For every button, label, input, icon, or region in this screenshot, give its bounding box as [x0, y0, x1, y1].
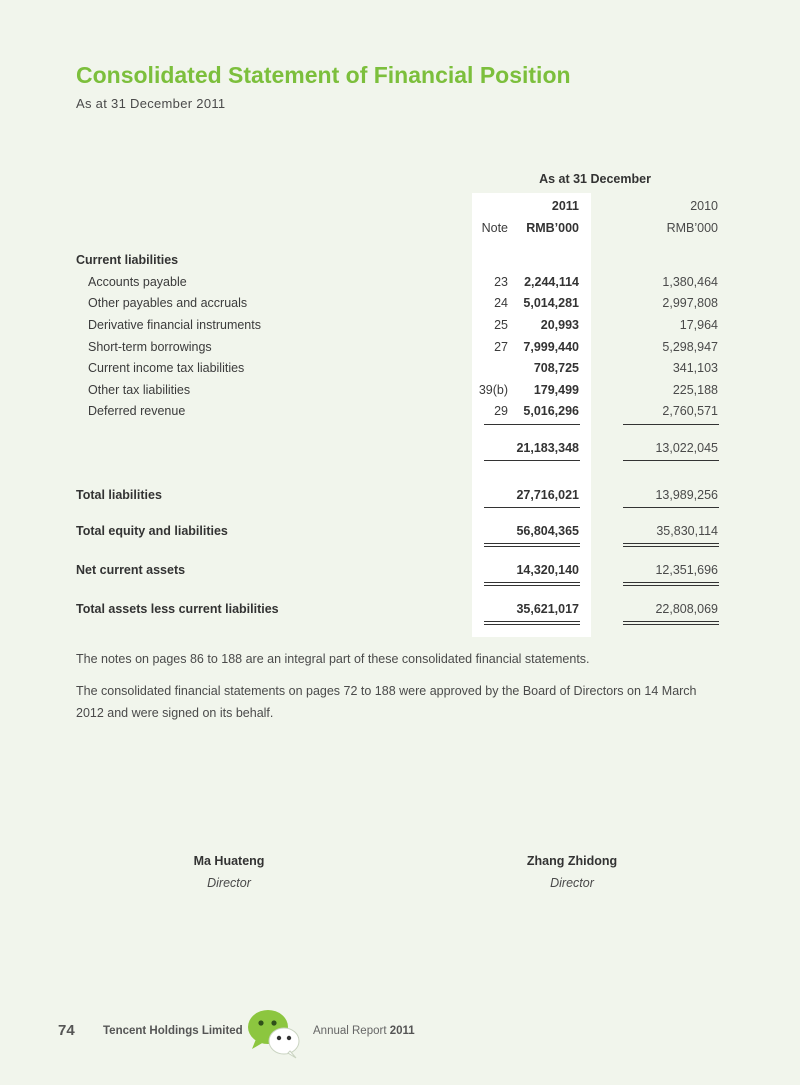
- unit-2010: RMB’000: [666, 221, 718, 235]
- row-value-2010: 5,298,947: [662, 340, 718, 354]
- table-row: [76, 338, 726, 356]
- subtotal-bottom-rule-2011: [484, 460, 580, 461]
- double-rule-bottom-2010: [623, 546, 719, 547]
- row-note: 39(b): [478, 383, 508, 397]
- row-value-2011: 5,014,281: [523, 296, 579, 310]
- row-value-2010: 341,103: [672, 361, 718, 375]
- signatory-title-right: Director: [550, 876, 594, 890]
- row-value-2011: 708,725: [533, 361, 579, 375]
- double-rule-top-2010: [623, 582, 719, 583]
- total-liabilities-rule-2011: [484, 507, 580, 508]
- page-number: 74: [58, 1022, 75, 1039]
- row-note: 27: [494, 340, 508, 354]
- net-current-assets-2011: 14,320,140: [516, 563, 579, 577]
- footer-report-year: 2011: [389, 1025, 415, 1037]
- total-liabilities-rule-2010: [623, 507, 719, 508]
- total-equity-liabilities-label: Total equity and liabilities: [76, 524, 228, 538]
- double-rule-bottom-2011: [484, 546, 580, 547]
- notes-paragraph: The notes on pages 86 to 188 are an integral part of these consolidated financial statements.: [76, 652, 590, 666]
- subtotal-2011: 21,183,348: [516, 441, 579, 455]
- double-rule-bottom-2010: [623, 624, 719, 625]
- total-liabilities-label: Total liabilities: [76, 488, 162, 502]
- subtotal-rule-2010: [623, 424, 719, 425]
- row-note: 23: [494, 275, 508, 289]
- section-current-liabilities: Current liabilities: [76, 253, 179, 267]
- year-header-row: [76, 197, 726, 215]
- row-label: Derivative financial instruments: [88, 318, 261, 332]
- note-header: Note: [481, 221, 508, 235]
- total-liabilities-row: [76, 486, 726, 504]
- total-equity-liabilities-2011: 56,804,365: [516, 524, 579, 538]
- page-subtitle: As at 31 December 2011: [76, 96, 226, 111]
- row-label: Other payables and accruals: [88, 296, 248, 310]
- subtotal-rule-2011: [484, 424, 580, 425]
- row-label: Current income tax liabilities: [88, 361, 245, 375]
- total-assets-less-2011: 35,621,017: [516, 602, 579, 616]
- wechat-bubbles-icon: [244, 1003, 304, 1059]
- year-2010: 2010: [690, 199, 718, 213]
- double-rule-top-2011: [484, 543, 580, 544]
- row-value-2010: 1,380,464: [662, 275, 718, 289]
- signatory-name-left: Ma Huateng: [193, 854, 265, 868]
- double-rule-top-2010: [623, 621, 719, 622]
- double-rule-bottom-2011: [484, 624, 580, 625]
- row-value-2011: 2,244,114: [524, 275, 579, 289]
- row-label: Deferred revenue: [88, 404, 186, 418]
- net-current-assets-label: Net current assets: [76, 563, 186, 577]
- row-label: Other tax liabilities: [88, 383, 191, 397]
- total-liabilities-2010: 13,989,256: [655, 488, 718, 502]
- total-assets-less-2010: 22,808,069: [655, 602, 718, 616]
- row-note: 25: [494, 318, 508, 332]
- double-rule-top-2011: [484, 582, 580, 583]
- table-row: [76, 294, 726, 312]
- row-value-2010: 225,188: [672, 383, 718, 397]
- row-note: 24: [494, 296, 508, 310]
- total-assets-less-label: Total assets less current liabilities: [76, 602, 279, 616]
- row-value-2010: 2,760,571: [662, 404, 718, 418]
- total-liabilities-2011: 27,716,021: [516, 488, 579, 502]
- double-rule-bottom-2010: [623, 585, 719, 586]
- subtotal-bottom-rule-2010: [623, 460, 719, 461]
- subtotal-row: [76, 439, 726, 457]
- year-2011: 2011: [551, 199, 579, 213]
- total-equity-liabilities-row: [76, 522, 726, 540]
- double-rule-top-2011: [484, 621, 580, 622]
- row-value-2011: 179,499: [533, 383, 579, 397]
- row-value-2011: 7,999,440: [523, 340, 579, 354]
- footer-company: Tencent Holdings Limited: [103, 1025, 243, 1037]
- table-row: [76, 273, 726, 291]
- net-current-assets-row: [76, 561, 726, 579]
- double-rule-bottom-2011: [484, 585, 580, 586]
- total-assets-less-row: [76, 600, 726, 618]
- table-row: [76, 381, 726, 399]
- total-equity-liabilities-2010: 35,830,114: [656, 524, 718, 538]
- subtotal-2010: 13,022,045: [655, 441, 718, 455]
- footer-report-label: Annual Report: [313, 1025, 387, 1037]
- unit-header-row: [76, 219, 726, 237]
- page-title: Consolidated Statement of Financial Position: [76, 62, 571, 88]
- row-value-2010: 2,997,808: [662, 296, 718, 310]
- net-current-assets-2010: 12,351,696: [655, 563, 718, 577]
- row-label: Accounts payable: [88, 275, 187, 289]
- period-header: As at 31 December: [539, 172, 651, 186]
- table-row: [76, 359, 726, 377]
- table-row: [76, 402, 726, 420]
- row-note: 29: [494, 404, 508, 418]
- row-value-2010: 17,964: [679, 318, 718, 332]
- footer-report: [313, 1025, 415, 1037]
- row-label: Short-term borrowings: [88, 340, 212, 354]
- unit-2011: RMB’000: [526, 221, 579, 235]
- table-row: [76, 316, 726, 334]
- signatory-name-right: Zhang Zhidong: [526, 854, 618, 868]
- row-value-2011: 5,016,296: [523, 404, 579, 418]
- section-heading-row: [76, 251, 726, 269]
- approval-paragraph: The consolidated financial statements on pages 72 to 188 were approved by the Board of Directors on 14 March 2012 and were signed on its behalf.: [76, 684, 697, 720]
- double-rule-top-2010: [623, 543, 719, 544]
- signatory-title-left: Director: [207, 876, 251, 890]
- row-value-2011: 20,993: [540, 318, 579, 332]
